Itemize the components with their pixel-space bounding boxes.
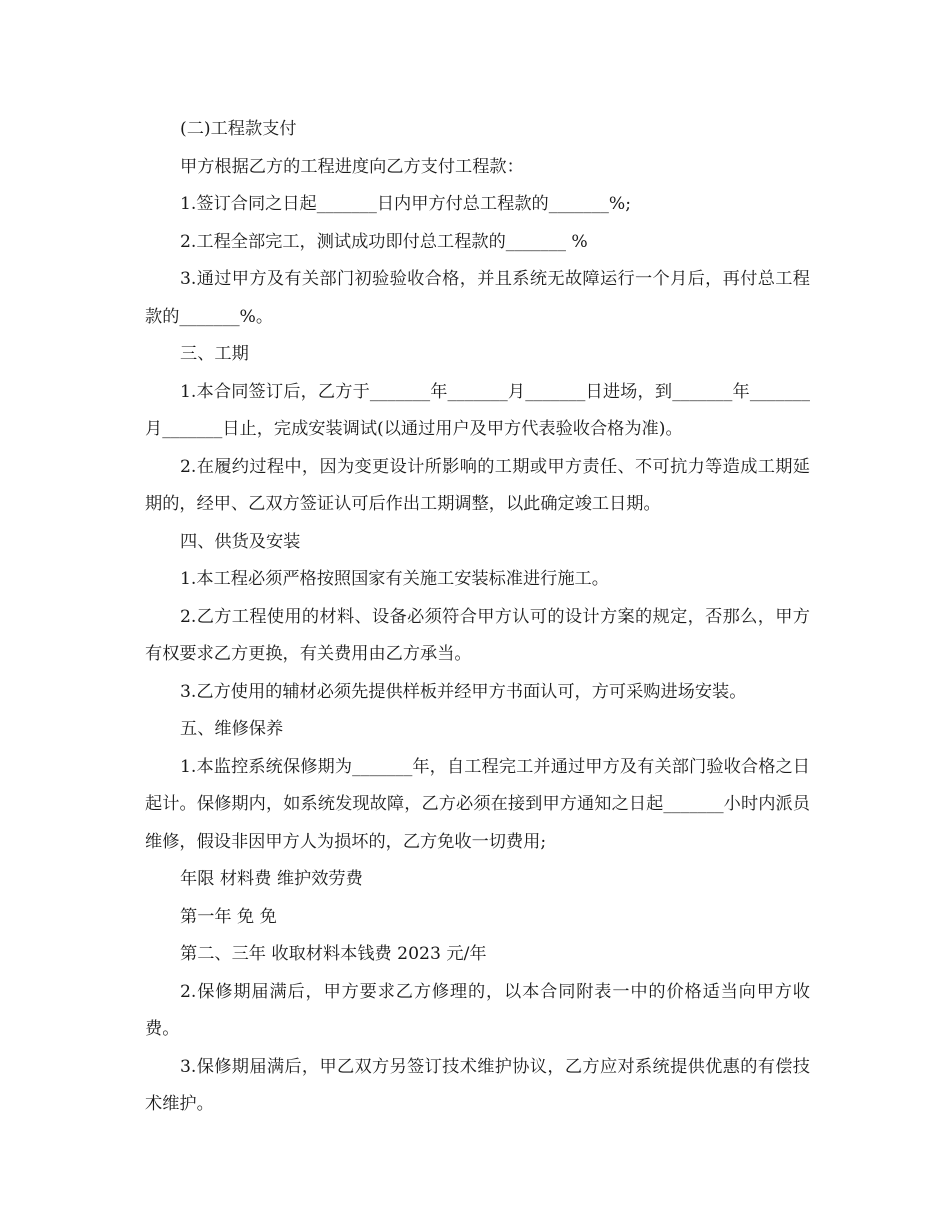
paragraph: 1.签订合同之日起_______日内甲方付总工程款的_______%; (180, 194, 632, 214)
paragraph: 1.本合同签订后，乙方于_______年_______月_______日进场，到_______年_______月_______日止，完成安装调试(以通过用户及甲方代表验收合格为准)。 (145, 381, 810, 439)
fee-table-header: 年限 材料费 维护效劳费 (180, 869, 363, 889)
paragraph: 3.乙方使用的辅材必须先提供样板并经甲方书面认可，方可采购进场安装。 (180, 681, 747, 702)
paragraph: 2.乙方工程使用的材料、设备必须符合甲方认可的设计方案的规定，否那么，甲方有权要求乙方更换，有关费用由乙方承当。 (145, 606, 810, 664)
section-heading-maintenance: 五、维修保养 (180, 719, 284, 739)
paragraph: 3.保修期届满后，甲乙双方另签订技术维护协议，乙方应对系统提供优惠的有偿技术维护。 (145, 1056, 810, 1114)
section-heading-supply: 四、供货及安装 (180, 531, 301, 552)
section-heading-payment: (二)工程款支付 (180, 119, 297, 139)
fee-table-row: 第一年 免 免 (180, 906, 277, 927)
paragraph: 2.保修期届满后，甲方要求乙方修理的，以本合同附表一中的价格适当向甲方收费。 (145, 981, 810, 1039)
document-body (145, 111, 810, 1124)
paragraph: 1.本监控系统保修期为_______年，自工程完工并通过甲方及有关部门验收合格之日起计。保修期内，如系统发现故障，乙方必须在接到甲方通知之日起_______小时内派员维修，假设非因甲方人为损坏的，乙方免收一切费用; (145, 756, 810, 852)
section-heading-schedule: 三、工期 (180, 344, 249, 364)
paragraph: 1.本工程必须严格按照国家有关施工安装标准进行施工。 (180, 569, 609, 589)
fee-table-row: 第二、三年 收取材料本钱费 2023 元/年 (180, 944, 487, 964)
paragraph: 甲方根据乙方的工程进度向乙方支付工程款： (180, 156, 524, 177)
paragraph: 2.工程全部完工，测试成功即付总工程款的_______ % (180, 231, 588, 252)
paragraph: 3.通过甲方及有关部门初验验收合格，并且系统无故障运行一个月后，再付总工程款的_______%。 (145, 269, 810, 327)
paragraph: 2.在履约过程中，因为变更设计所影响的工期或甲方责任、不可抗力等造成工期延期的，经甲、乙双方签证认可后作出工期调整，以此确定竣工日期。 (145, 456, 810, 514)
